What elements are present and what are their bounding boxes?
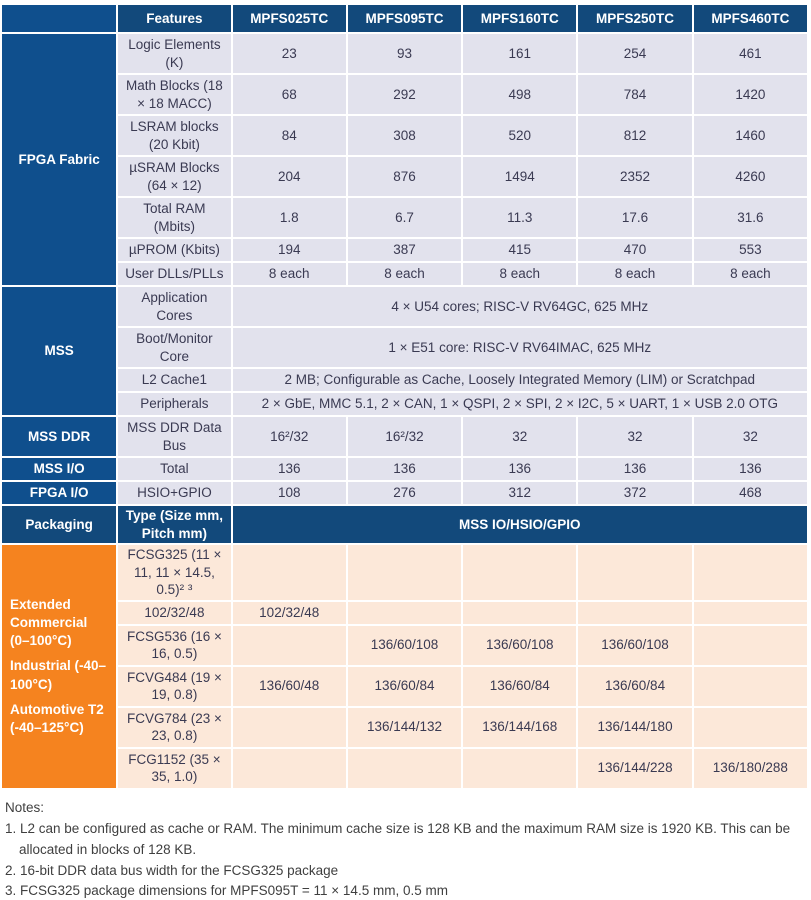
value-cell: 4260: [694, 157, 807, 196]
table-row: [2, 263, 807, 285]
table-row: [2, 369, 807, 391]
table-row: [2, 482, 807, 504]
note-item: 2. 16-bit DDR data bus width for the FCSG325 package: [5, 862, 339, 878]
value-cell: [233, 708, 346, 747]
table-row: [2, 239, 807, 261]
value-cell: [348, 602, 461, 624]
feature-label: LSRAM blocks (20 Kbit): [118, 116, 230, 155]
value-cell: 204: [233, 157, 346, 196]
value-cell: 136/60/108: [578, 626, 691, 665]
value-cell: [578, 545, 691, 600]
value-cell: 553: [694, 239, 807, 261]
value-cell: [578, 602, 691, 624]
value-cell: [694, 667, 807, 706]
package-type-label: FCSG536 (16 × 16, 0.5): [118, 626, 230, 665]
table-row: [2, 708, 807, 747]
value-cell: 520: [463, 116, 576, 155]
feature-label: User DLLs/PLLs: [118, 263, 230, 285]
table-row: [2, 458, 807, 480]
column-header-mpfs250tc: MPFS250TC: [578, 5, 691, 32]
feature-label: Total RAM (Mbits): [118, 198, 230, 237]
package-type-label: FCVG784 (23 × 23, 0.8): [118, 708, 230, 747]
header-row: [2, 5, 807, 32]
value-cell: 136: [348, 458, 461, 480]
feature-label: Application Cores: [118, 287, 230, 326]
category-mss-io: MSS I/O: [2, 458, 116, 480]
value-cell: 372: [578, 482, 691, 504]
temperature-grades-cell: [2, 545, 116, 788]
package-type-label: FCSG325 (11 × 11, 11 × 14.5, 0.5)² ³: [118, 545, 230, 600]
value-cell: 161: [463, 34, 576, 73]
package-type-label: FCVG484 (19 × 19, 0.8): [118, 667, 230, 706]
value-cell: 276: [348, 482, 461, 504]
notes-section: [5, 798, 811, 900]
temp-grade-extended-commercial: Extended Commercial (0–100°C): [10, 596, 88, 649]
table-row: [2, 667, 807, 706]
value-cell: 1.8: [233, 198, 346, 237]
value-cell: 84: [233, 116, 346, 155]
table-row: [2, 626, 807, 665]
value-cell: 32: [694, 417, 807, 456]
value-cell: 312: [463, 482, 576, 504]
table-row: [2, 287, 807, 326]
corner-cell: [2, 5, 116, 32]
table-row: [2, 75, 807, 114]
category-mss: MSS: [2, 287, 116, 415]
value-cell: 11.3: [463, 198, 576, 237]
value-cell: 468: [694, 482, 807, 504]
table-row: [2, 157, 807, 196]
note-item: 3. FCSG325 package dimensions for MPFS095T = 11 × 14.5 mm, 0.5 mm: [5, 883, 448, 899]
value-cell: 498: [463, 75, 576, 114]
value-cell-span: 4 × U54 cores; RISC-V RV64GC, 625 MHz: [233, 287, 807, 326]
table-row: [2, 602, 807, 624]
temp-grade-industrial: Industrial (-40–100°C): [10, 658, 107, 692]
value-cell: [348, 749, 461, 788]
table-row: [2, 198, 807, 237]
value-cell: 292: [348, 75, 461, 114]
value-cell: 308: [348, 116, 461, 155]
value-cell: [463, 545, 576, 600]
value-cell: 32: [463, 417, 576, 456]
mss-io-hsio-gpio-header: MSS IO/HSIO/GPIO: [233, 506, 807, 543]
value-cell: [463, 602, 576, 624]
table-row: [2, 116, 807, 155]
value-cell: 136/60/108: [348, 626, 461, 665]
value-cell: 461: [694, 34, 807, 73]
value-cell: 1420: [694, 75, 807, 114]
category-mss-ddr: MSS DDR: [2, 417, 116, 456]
value-cell: 31.6: [694, 198, 807, 237]
value-cell: 136: [578, 458, 691, 480]
feature-label: Total: [118, 458, 230, 480]
note-item: 1. L2 can be configured as cache or RAM. The minimum cache size is 128 KB and the maximum RAM size is 1920 KB. This can be allocated in blocks of 128 KB.: [5, 820, 791, 857]
feature-label: Logic Elements (K): [118, 34, 230, 73]
value-cell: 8 each: [694, 263, 807, 285]
value-cell: [233, 545, 346, 600]
table-row: [2, 417, 807, 456]
table-row: [2, 393, 807, 415]
category-fpga-fabric: FPGA Fabric: [2, 34, 116, 285]
value-cell: 2352: [578, 157, 691, 196]
value-cell: 17.6: [578, 198, 691, 237]
value-cell: 136/60/84: [578, 667, 691, 706]
value-cell: [694, 602, 807, 624]
value-cell: 23: [233, 34, 346, 73]
value-cell: 16²/32: [233, 417, 346, 456]
feature-label: µSRAM Blocks (64 × 12): [118, 157, 230, 196]
value-cell: 194: [233, 239, 346, 261]
category-packaging: Packaging: [2, 506, 116, 543]
value-cell: 1494: [463, 157, 576, 196]
value-cell: [694, 545, 807, 600]
value-cell: 470: [578, 239, 691, 261]
value-cell: 8 each: [348, 263, 461, 285]
value-cell: 8 each: [233, 263, 346, 285]
value-cell-span: 1 × E51 core: RISC-V RV64IMAC, 625 MHz: [233, 328, 807, 367]
value-cell: 136: [694, 458, 807, 480]
feature-label: MSS DDR Data Bus: [118, 417, 230, 456]
value-cell: 108: [233, 482, 346, 504]
value-cell: 68: [233, 75, 346, 114]
value-cell: 136/60/84: [348, 667, 461, 706]
column-header-mpfs095tc: MPFS095TC: [348, 5, 461, 32]
features-column-header: Features: [118, 5, 230, 32]
value-cell: [233, 749, 346, 788]
package-type-label: 102/32/48: [118, 602, 230, 624]
value-cell: 136/60/108: [463, 626, 576, 665]
table-row: [2, 545, 807, 600]
value-cell: 16²/32: [348, 417, 461, 456]
value-cell: [694, 708, 807, 747]
column-header-mpfs460tc: MPFS460TC: [694, 5, 807, 32]
value-cell: 136/60/48: [233, 667, 346, 706]
feature-label: Boot/Monitor Core: [118, 328, 230, 367]
feature-label: L2 Cache1: [118, 369, 230, 391]
value-cell: [348, 545, 461, 600]
value-cell: 6.7: [348, 198, 461, 237]
column-header-mpfs025tc: MPFS025TC: [233, 5, 346, 32]
packaging-header-row: [2, 506, 807, 543]
value-cell: 812: [578, 116, 691, 155]
value-cell: 784: [578, 75, 691, 114]
feature-label: Math Blocks (18 × 18 MACC): [118, 75, 230, 114]
package-type-label: FCG1152 (35 × 35, 1.0): [118, 749, 230, 788]
value-cell: 136/144/132: [348, 708, 461, 747]
value-cell: 254: [578, 34, 691, 73]
table-row: [2, 328, 807, 367]
value-cell: [463, 749, 576, 788]
temp-grade-automotive: Automotive T2 (-40–125°C): [10, 701, 104, 735]
value-cell: 136/180/288: [694, 749, 807, 788]
feature-label: µPROM (Kbits): [118, 239, 230, 261]
package-type-header: Type (Size mm, Pitch mm): [118, 506, 230, 543]
value-cell-span: 2 × GbE, MMC 5.1, 2 × CAN, 1 × QSPI, 2 × SPI, 2 × I2C, 5 × UART, 1 × USB 2.0 OTG: [233, 393, 807, 415]
value-cell: 136/144/180: [578, 708, 691, 747]
category-fpga-io: FPGA I/O: [2, 482, 116, 504]
value-cell: 32: [578, 417, 691, 456]
feature-label: HSIO+GPIO: [118, 482, 230, 504]
value-cell: 8 each: [578, 263, 691, 285]
value-cell: [694, 626, 807, 665]
value-cell: 102/32/48: [233, 602, 346, 624]
value-cell: 1460: [694, 116, 807, 155]
column-header-mpfs160tc: MPFS160TC: [463, 5, 576, 32]
spec-table: [0, 3, 809, 790]
value-cell: 136: [233, 458, 346, 480]
notes-title: Notes:: [5, 799, 45, 815]
value-cell: 387: [348, 239, 461, 261]
value-cell: 8 each: [463, 263, 576, 285]
feature-label: Peripherals: [118, 393, 230, 415]
table-row: [2, 749, 807, 788]
value-cell: 136/60/84: [463, 667, 576, 706]
value-cell: 415: [463, 239, 576, 261]
value-cell: 876: [348, 157, 461, 196]
value-cell: [233, 626, 346, 665]
value-cell: 136/144/228: [578, 749, 691, 788]
value-cell-span: 2 MB; Configurable as Cache, Loosely Integrated Memory (LIM) or Scratchpad: [233, 369, 807, 391]
value-cell: 136: [463, 458, 576, 480]
table-row: [2, 34, 807, 73]
value-cell: 93: [348, 34, 461, 73]
value-cell: 136/144/168: [463, 708, 576, 747]
